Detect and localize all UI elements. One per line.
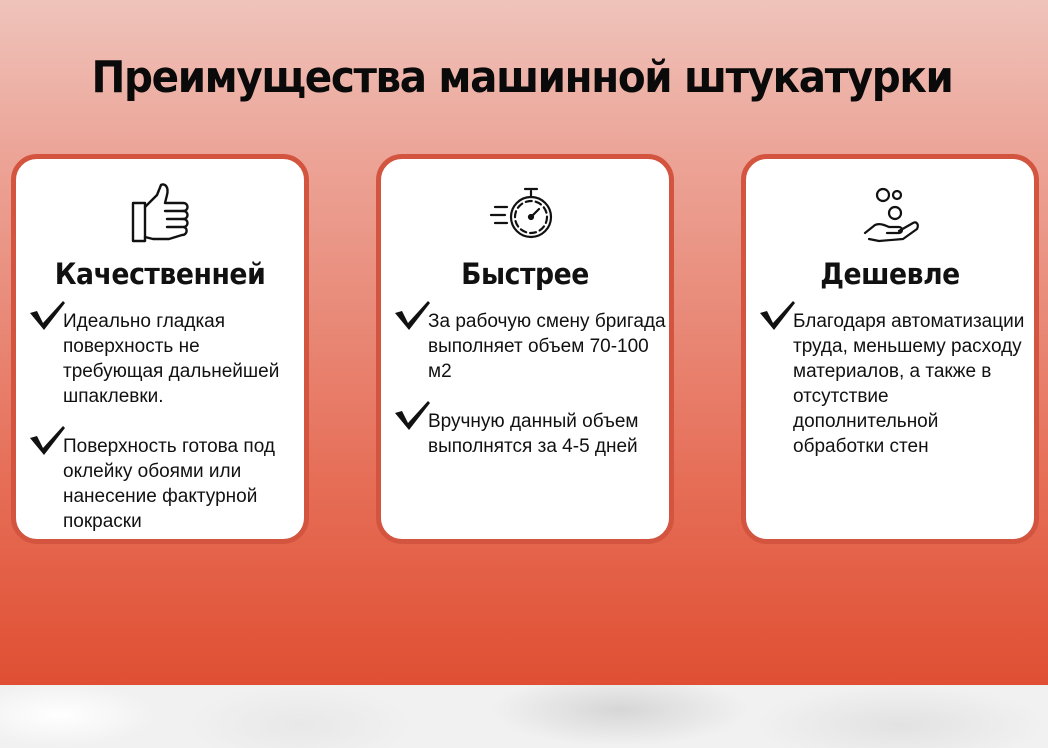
checkmark-icon [394,299,432,331]
hand-coins-icon [746,181,1034,247]
card-cheaper [741,154,1039,544]
stopwatch-icon [381,181,669,247]
list-item: Идеально гладкая поверхность не требующая дальнейшей шпаклевки. [33,309,303,409]
card-heading: Качественней [54,257,266,291]
card-quality [11,154,309,544]
card-heading: Быстрее [461,257,589,291]
plaster-texture-strip [0,685,1048,748]
checkmark-icon [29,424,67,456]
page-title: Преимущества машинной штукатурки [91,52,953,103]
list-item: Поверхность готова под оклейку обоями или нанесение фактурной покраски [33,434,303,534]
card-speed [376,154,674,544]
thumbs-up-icon [16,181,304,247]
checkmark-icon [29,299,67,331]
checkmark-icon [394,399,432,431]
list-item: Благодаря автоматизации труда, меньшему расходу материалов, а также в отсутствие дополнительной обработки стен [763,309,1033,459]
checkmark-icon [759,299,797,331]
list-item: За рабочую смену бригада выполняет объем 70-100 м2 [398,309,668,384]
list-item: Вручную данный объем выполнятся за 4-5 дней [398,409,668,459]
card-heading: Дешевле [820,257,960,291]
